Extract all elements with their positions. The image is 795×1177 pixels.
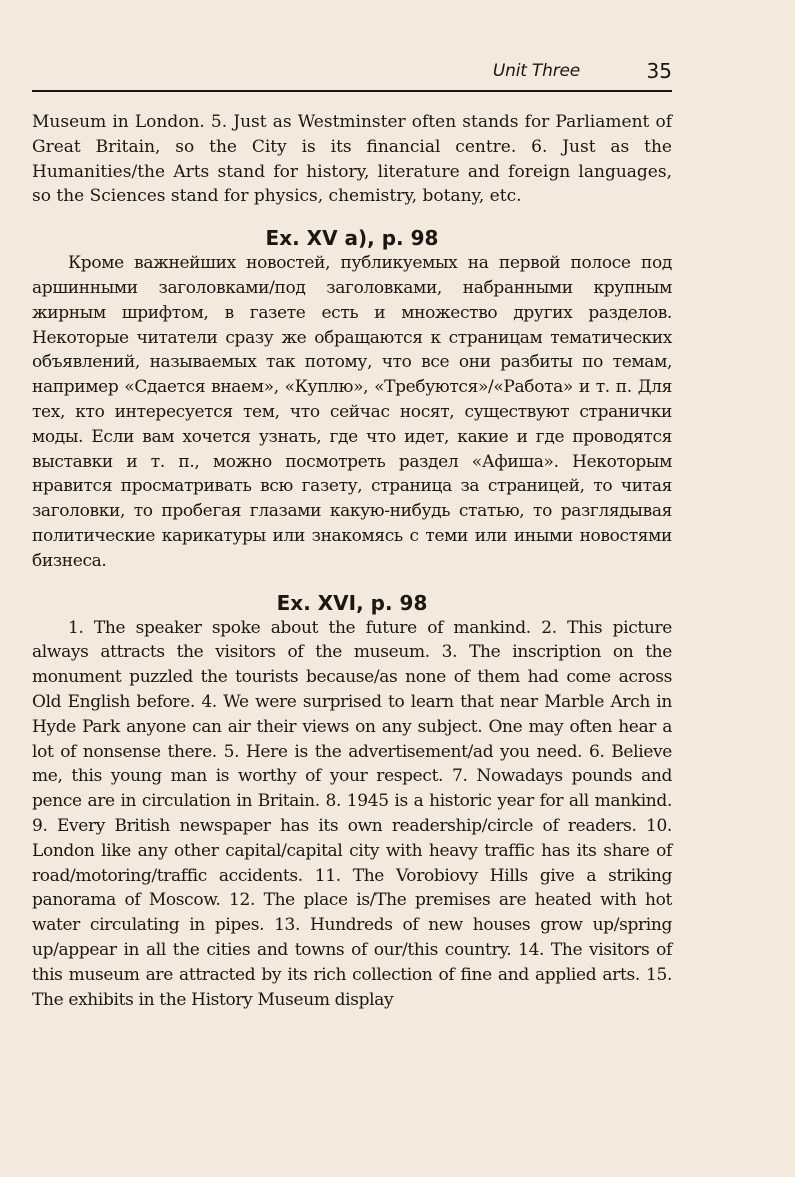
page-content bbox=[32, 110, 672, 1012]
exercise-15-heading: Ex. XV a), p. 98 bbox=[265, 226, 439, 251]
exercise-15-text: Кроме важнейших новостей, публикуемых на первой полосе под аршинными заголовками/под заголовками, набранными крупным жирным шрифтом, в газете есть и множество других разделов. Некоторые читатели сразу же обращаются к страницам тематических объявлений, называемых так потому, что все они разбиты по темам, например «Сдается внаем», «Куплю», «Требуются»/«Работа» и т. п. Для тех, кто интересуется тем, что сейчас носят, существуют странички моды. Если вам хочется узнать, где что идет, какие и где проводятся выставки и т. п., можно посмотреть раздел «Афиша». Некоторым нравится просматривать всю газету, страница за страницей, то читая заголовки, то пробегая глазами какую-нибудь статью, то разглядывая политические карикатуры или знакомясь с теми или иными новостями бизнеса. bbox=[32, 253, 672, 571]
unit-title: Unit Three bbox=[492, 61, 580, 81]
intro-paragraph: Museum in London. 5. Just as Westminster often stands for Parliament of Great Britain, so the City is its financial centre. 6. Just as the Humanities/the Arts stand for history, literature and foreign languages, so the Sciences stand for physics, chemistry, botany, etc. bbox=[32, 112, 672, 207]
page-number: 35 bbox=[646, 59, 672, 83]
exercise-16-text: 1. The speaker spoke about the future of mankind. 2. This picture always attracts the visitors of the museum. 3. The inscription on the monument puzzled the tourists because/as none of them had come across Old English before. 4. We were surprised to learn that near Marble Arch in Hyde Park anyone can air their views on any subject. One may often hear a lot of nonsense there. 5. Here is the advertisement/ad you need. 6. Believe me, this young man is worthy of your respect. 7. Nowadays pounds and pence are in circulation in Britain. 8. 1945 is a historic year for all mankind. 9. Every British newspaper has its own readership/circle of readers. 10. London like any other capital/capital city with heavy traffic has its share of road/motoring/traffic accidents. 11. The Vorobiovy Hills give a striking panorama of Moscow. 12. The place is/The premises are heated with hot water circulating in pipes. 13. Hundreds of new houses grow up/spring up/appear in all the cities and towns of our/this country. 14. The visitors of this museum are attracted by its rich collection of fine and applied arts. 15. The exhibits in the History Museum display bbox=[32, 617, 672, 1010]
running-header bbox=[32, 58, 672, 92]
exercise-16-heading: Ex. XVI, p. 98 bbox=[276, 590, 428, 615]
